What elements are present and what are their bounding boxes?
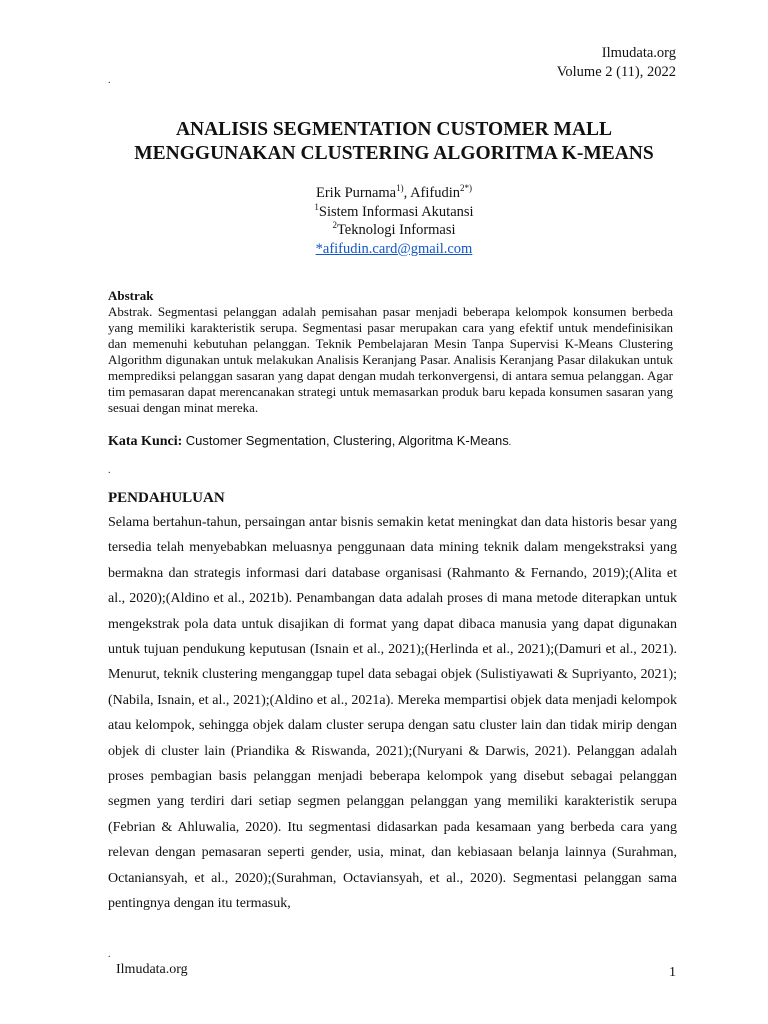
keywords-trailing-mark: . <box>508 437 512 447</box>
author-2-name: Afifudin <box>410 185 461 201</box>
affiliation-1-marker: 1 <box>314 201 319 212</box>
section-body-paragraph: Selama bertahun-tahun, persaingan antar bisnis semakin ketat meningkat dan data historis besar yang tersedia telah menyebabkan meluasnya penggunaan data mining teknik dalam mengekstraksi yang bermakna dan strategis informasi dari database organisasi (Rahmanto & Fernando, 2019);(Alita et al., 2020);(Aldino et al., 2021b). Penambangan data adalah proses di mana metode diterapkan untuk mengekstrak pola data untuk disajikan di format yang dapat dibaca manusia yang dapat digunakan untuk tujuan pendukung keputusan (Isnain et al., 2021);(Herlinda et al., 2021);(Damuri et al., 2021). Menurut, teknik clustering menganggap tupel data sebagai objek (Sulistiyawati & Supriyanto, 2021);(Nabila, Isnain, et al., 2021);(Aldino et al., 2021a). Mereka mempartisi objek data menjadi kelompok atau kelompok, sehingga objek dalam cluster serupa dengan satu cluster lain dan tidak mirip dengan objek di cluster lain (Priandika & Riswanda, 2021);(Nuryani & Darwis, 2021). Pelanggan adalah proses pembagian basis pelanggan menjadi beberapa kelompok yang disebut sebagai pelanggan segmen yang terdiri dari setiap segmen pelanggan pelanggan yang memiliki karakteristik serupa (Febrian & Ahluwalia, 2020). Itu segmentasi didasarkan pada kesamaan yang berbeda cara yang relevan dengan pemasaran seperti gender, usia, minat, dan kebiasaan belanja lainnya (Surahman, Octaniansyah, et al., 2020);(Surahman, Octaviansyah, et al., 2020). Segmentasi pelanggan sama pentingnya dengan itu termasuk, <box>108 515 677 912</box>
abstract-heading: Abstrak <box>108 288 154 303</box>
author-line <box>90 184 698 203</box>
abstract-body: Abstrak. Segmentasi pelanggan adalah pemisahan pasar menjadi beberapa kelompok konsumen berbeda yang memiliki karakteristik serupa. Segmentasi pasar merupakan cara yang efektif untuk mendefinisikan dan memenuhi kebutuhan pelanggan. Teknik Pembelajaran Mesin Tanpa Supervisi K-Means Clustering Algorithm digunakan untuk melakukan Analisis Keranjang Pasar. Analisis Keranjang Pasar dilakukan untuk memprediksi pelanggan sasaran yang dapat dengan mudah terkonvergensi, di antara semua pelanggan. Agar tim pemasaran dapat merencanakan strategi untuk memasarkan produk baru kepada konsumen sasaran yang sesuai dengan minat mereka. <box>108 304 673 415</box>
volume-info: Volume 2 (11), 2022 <box>556 64 676 80</box>
stray-dot-mark: . <box>108 949 111 960</box>
author-email-link[interactable]: *afifudin.card@gmail.com <box>315 240 473 257</box>
author-separator: , <box>403 185 411 201</box>
stray-dot-mark: . <box>108 75 111 86</box>
stray-dot-mark: . <box>108 465 111 476</box>
author-1-marker: 1) <box>396 183 404 194</box>
affiliation-1 <box>90 203 698 222</box>
author-1-name: Erik Purnama <box>315 185 397 201</box>
journal-name: Ilmudata.org <box>601 45 676 61</box>
footer-journal: Ilmudata.org <box>116 962 188 977</box>
affiliation-1-text: Sistem Informasi Akutansi <box>318 203 474 220</box>
author-block <box>90 184 698 258</box>
title-line-2: MENGGUNAKAN CLUSTERING ALGORITMA K-MEANS <box>134 143 654 164</box>
keywords-text: Customer Segmentation, Clustering, Algoritma K-Means <box>185 433 509 448</box>
affiliation-2-marker: 2 <box>332 220 337 231</box>
page-number: 1 <box>669 965 676 980</box>
running-header <box>557 44 676 82</box>
affiliation-2 <box>90 221 698 240</box>
author-2-marker: 2*) <box>460 183 473 194</box>
keywords-line <box>108 432 668 451</box>
title-line-1: ANALISIS SEGMENTATION CUSTOMER MALL <box>175 119 613 140</box>
affiliation-2-text: Teknologi Informasi <box>336 222 456 238</box>
email-line <box>90 240 698 259</box>
paper-title <box>60 118 728 166</box>
section-heading-pendahuluan: PENDAHULUAN <box>108 490 225 506</box>
keywords-label: Kata Kunci: <box>108 434 183 449</box>
